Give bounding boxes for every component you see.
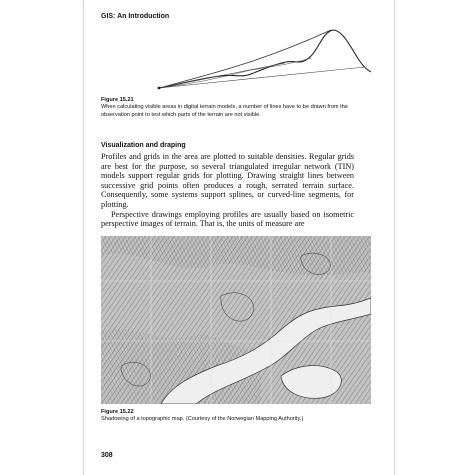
figure-15-22-label: Figure 15.22: [101, 409, 134, 415]
observation-point: [158, 87, 161, 90]
running-head: GIS: An Introduction: [101, 13, 170, 20]
figure-15-21-text: When calculating visible areas in digital terrain models, a number of lines have to be drawn from the observation point to test which parts of the terrain are not visible.: [101, 104, 348, 118]
terrain-visibility-figure: [101, 26, 371, 96]
figure-15-21-caption: [101, 97, 351, 119]
paragraph-1: Profiles and grids in the area are plotted to suitable densities. Regular grids are best for the purpose, so several triangulated irregular network (TIN) models support regular grids for plotting. Drawing straight lines between successive grid points often produces a rough, serrated terrain surface. Consequently, some systems support splines, or curved-line segments, for plotting.: [101, 152, 354, 209]
section-heading: Visualization and draping: [101, 142, 186, 149]
book-page: [83, 0, 395, 475]
figure-15-22-caption: [101, 409, 351, 424]
body-text: [101, 152, 354, 229]
paragraph-2: Perspective drawings employing profiles are usually based on isometric perspective images of terrain. That is, the units of measure are: [101, 209, 354, 229]
shaded-topographic-map: [101, 236, 371, 404]
page-number: 308: [101, 452, 113, 459]
figure-15-21-label: Figure 15.21: [101, 97, 134, 103]
figure-15-22-text: Shadowing of a topographic map. (Courtesy of the Norwegian Mapping Authority.): [101, 416, 304, 423]
